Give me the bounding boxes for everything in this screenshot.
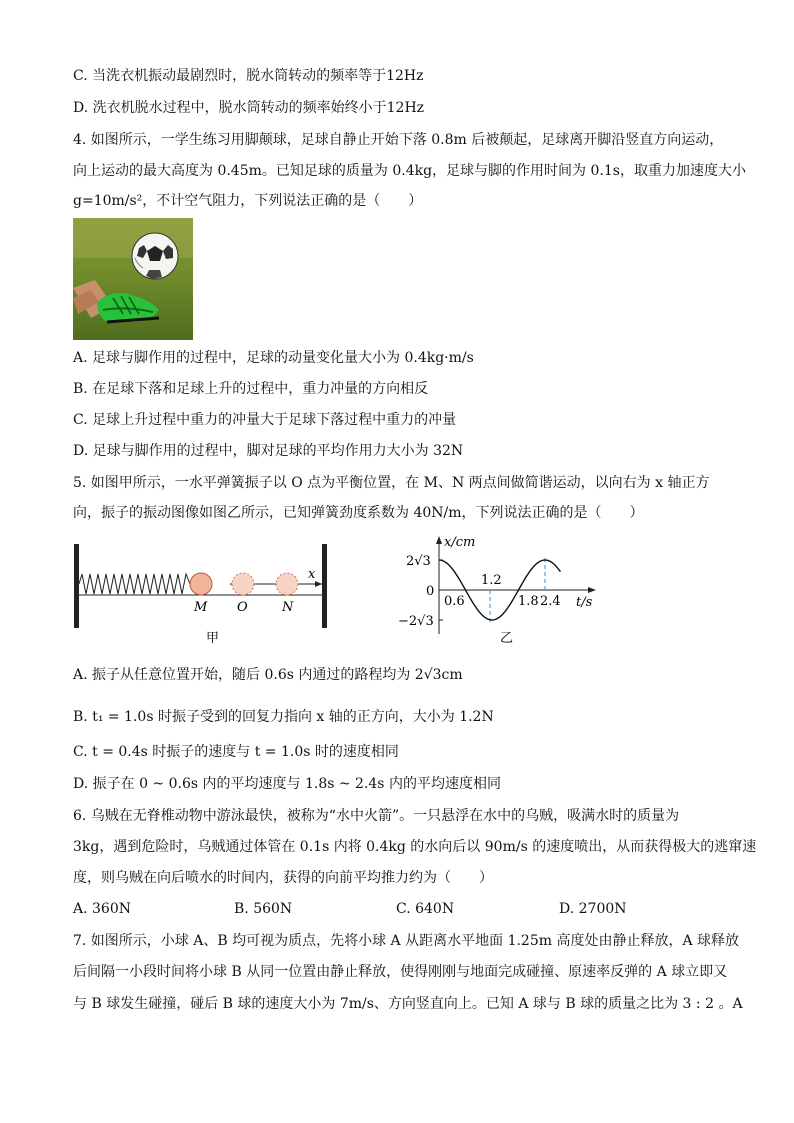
q4-stem-line-1: 4. 如图所示，一学生练习用脚颠球，足球自静止开始下落 0.8m 后被颠起，足球离开脚沿竖直方向运动， [73, 132, 724, 148]
q6-option-a: A. 360N [73, 901, 131, 917]
q7-stem-line-2: 后间隔一小段时间将小球 B 从同一位置由静止释放，使得刚刚与地面完成碰撞、原速率反弹的 A 球立即又 [73, 964, 728, 980]
q7-stem-line-1: 7. 如图所示，小球 A、B 均可视为质点，先将小球 A 从距离水平地面 1.25m 高度处由静止释放，A 球释放 [73, 933, 740, 949]
origin-label: 0 [426, 584, 435, 599]
q5-option-d: D. 振子在 0 ~ 0.6s 内的平均速度与 1.8s ~ 2.4s 内的平均速度相同 [73, 776, 501, 792]
q4-stem-line-2: 向上运动的最大高度为 0.45m。已知足球的质量为 0.4kg，足球与脚的作用时间为 0.1s，取重力加速度大小 [73, 163, 746, 179]
q5-stem-line-1: 5. 如图甲所示，一水平弹簧振子以 O 点为平衡位置，在 M、N 两点间做简谐运动，以向右为 x 轴正方 [73, 475, 710, 491]
q5-option-c: C. t = 0.4s 时振子的速度与 t = 1.0s 时的速度相同 [73, 744, 399, 760]
q3-option-c: C. 当洗衣机振动最剧烈时，脱水筒转动的频率等于12Hz [73, 68, 424, 84]
y-min-label: −2√3 [398, 614, 434, 629]
point-n-label: N [282, 600, 294, 615]
figure-yi-caption: 乙 [500, 631, 514, 646]
q6-stem-line-2: 3kg，遇到危险时，乌贼通过体管在 0.1s 内将 0.4kg 的水向后以 90m/s 的速度喷出，从而获得极大的逃窜速 [73, 839, 757, 855]
q5-option-a: A. 振子从任意位置开始，随后 0.6s 内通过的路程均为 2√3cm [73, 667, 463, 683]
tick-label-2-4: 2.4 [540, 594, 561, 609]
q4-stem-line-3: g=10m/s²，不计空气阻力，下列说法正确的是（ ） [73, 193, 423, 209]
q4-option-b: B. 在足球下落和足球上升的过程中，重力冲量的方向相反 [73, 381, 429, 397]
figure-jia-caption: 甲 [206, 631, 220, 646]
q3-option-d: D. 洗衣机脱水过程中，脱水筒转动的频率始终小于12Hz [73, 100, 425, 116]
point-o-label: O [237, 600, 248, 615]
q6-option-d: D. 2700N [559, 901, 627, 917]
figure-yi-vibration-graph [392, 532, 602, 647]
tick-label-1-2: 1.2 [481, 573, 502, 588]
q4-option-a: A. 足球与脚作用的过程中，足球的动量变化量大小为 0.4kg·m/s [73, 350, 474, 366]
x-axis-label: x [308, 567, 316, 582]
q7-stem-line-3: 与 B 球发生碰撞，碰后 B 球的速度大小为 7m/s、方向竖直向上。已知 A 球与 B 球的质量之比为 3 : 2 。A [73, 996, 743, 1012]
spring-icon [79, 574, 190, 594]
point-m-label: M [194, 600, 208, 615]
q6-option-c: C. 640N [396, 901, 455, 917]
football-kick-photo [73, 218, 193, 340]
y-max-label: 2√3 [406, 554, 431, 569]
q6-stem-line-3: 度，则乌贼在向后喷水的时间内，获得的向前平均推力约为（ ） [73, 870, 493, 886]
tick-label-1-8: 1.8 [518, 594, 539, 609]
y-axis-label: x/cm [444, 535, 476, 550]
q6-option-b: B. 560N [234, 901, 293, 917]
tick-label-0-6: 0.6 [444, 594, 465, 609]
q5-option-b: B. t₁ = 1.0s 时振子受到的回复力指向 x 轴的正方向，大小为 1.2N [73, 709, 494, 725]
q6-stem-line-1: 6. 乌贼在无脊椎动物中游泳最快，被称为“水中火箭”。一只悬浮在水中的乌贼，吸满水时的质量为 [73, 808, 680, 824]
x-axis-label: t/s [576, 595, 593, 610]
q4-option-c: C. 足球上升过程中重力的冲量大于足球下落过程中重力的冲量 [73, 412, 457, 428]
q4-option-d: D. 足球与脚作用的过程中，脚对足球的平均作用力大小为 32N [73, 443, 464, 459]
q5-stem-line-2: 向，振子的振动图像如图乙所示，已知弹簧劲度系数为 40N/m，下列说法正确的是（ ） [73, 505, 644, 521]
figure-jia-spring-oscillator [70, 538, 340, 648]
